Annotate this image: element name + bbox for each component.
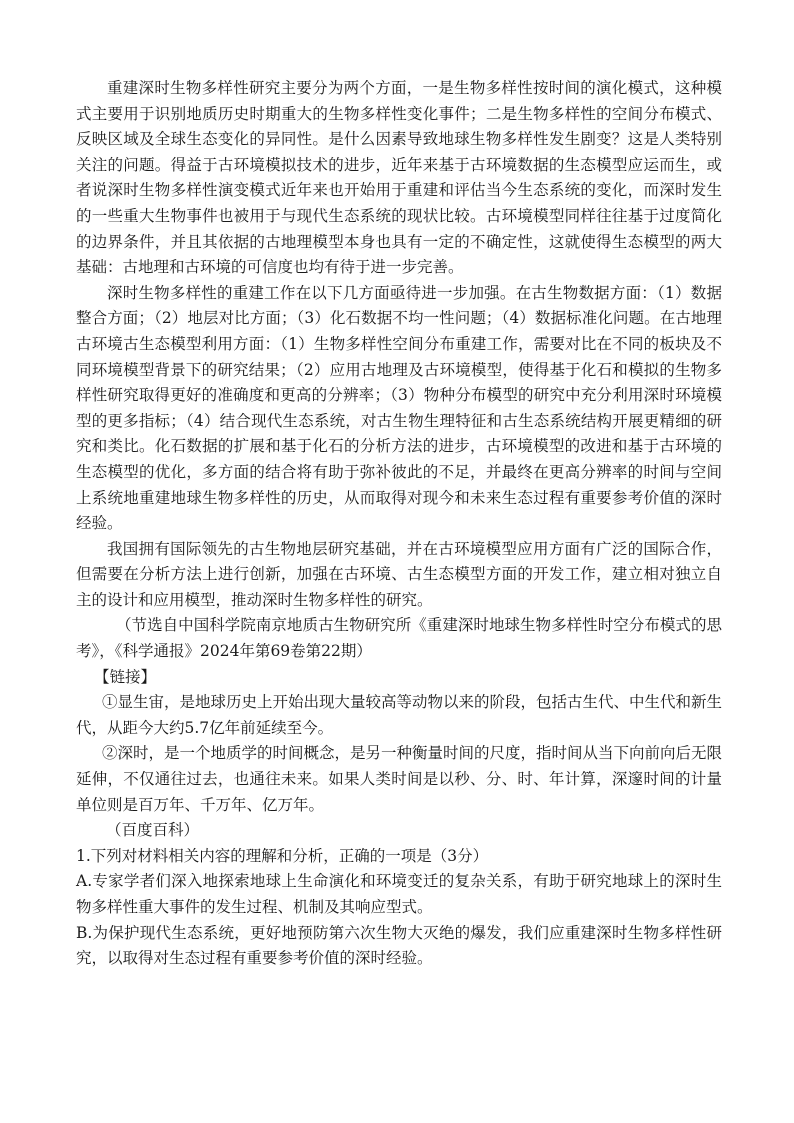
option-a: A.专家学者们深入地探索地球上生命演化和环境变迁的复杂关系，有助于研究地球上的深时生物多样性重大事件的发生过程、机制及其响应型式。 [76,872,722,916]
link-item-1: ①显生宙，是地球历史上开始出现大量较高等动物以来的阶段，包括古生代、中生代和新生代，从距今大约5.7亿年前延续至今。 [76,693,723,737]
link-source: （百度百科） [106,821,200,840]
paragraph-3: 我国拥有国际领先的古生物地层研究基础，并在古环境模型应用方面有广泛的国际合作，但需要在分析方法上进行创新，加强在古环境、古生态模型方面的开发工作，建立相对独立自主的设计和应用模型，推动深时生物多样性的研究。 [76,539,722,609]
citation: （节选自中国科学院南京地质古生物研究所《重建深时地球生物多样性时空分布模式的思考》，《科学通报》2024年第69卷第22期） [76,616,722,661]
link-item-2: ②深时，是一个地质学的时间概念，是另一种衡量时间的尺度，指时间从当下向前向后无限延伸，不仅通往过去，也通往未来。如果人类时间是以秒、分、时、年计算，深邃时间的计量单位则是百万年、千万年、亿万年。 [76,744,723,814]
question-stem: 1.下列对材料相关内容的理解和分析，正确的一项是（3分） [76,846,489,865]
paragraph-1: 重建深时生物多样性研究主要分为两个方面，一是生物多样性按时间的演化模式，这种模式主要用于识别地质历史时期重大的生物多样性变化事件；二是生物多样性的空间分布模式、反映区域及全球生态变化的异同性。是什么因素导致地球生物多样性发生剧变？这是人类特别关注的问题。得益于古环境模拟技术的进步，近年来基于古环境数据的生态模型应运而生，或者说深时生物多样性演变模式近年来也开始用于重建和评估当今生态系统的变化，而深时发生的一些重大生物事件也被用于与现代生态系统的现状比较。古环境模型同样往往基于过度简化的边界条件，并且其依据的古地理模型本身也具有一定的不确定性，这就使得生态模型的两大基础：古地理和古环境的可信度也均有待于进一步完善。 [76,79,722,277]
option-b: B.为保护现代生态系统，更好地预防第六次生物大灭绝的爆发，我们应重建深时生物多样性研究，以取得对生态过程有重要参考价值的深时经验。 [76,923,722,968]
document-page [76,76,722,972]
paragraph-2: 深时生物多样性的重建工作在以下几方面亟待进一步加强。在古生物数据方面：（1）数据整合方面；（2）地层对比方面；（3）化石数据不均一性问题；（4）数据标准化问题。在古地理古环境古生态模型利用方面：（1）生物多样性空间分布重建工作，需要对比在不同的板块及不同环境模型背景下的研究结果；（2）应用古地理及古环境模型，使得基于化石和模拟的生物多样性研究取得更好的准确度和更高的分辨率；（3）物种分布模型的研究中充分利用深时环境模型的更多指标；（4）结合现代生态系统，对古生物生理特征和古生态系统结构开展更精细的研究和类比。化石数据的扩展和基于化石的分析方法的进步，古环境模型的改进和基于古环境的生态模型的优化，多方面的结合将有助于弥补彼此的不足，并最终在更高分辨率的时间与空间上系统地重建地球生物多样性的历史，从而取得对现今和未来生态过程有重要参考价值的深时经验。 [76,283,722,533]
link-heading: 【链接】 [94,667,157,686]
